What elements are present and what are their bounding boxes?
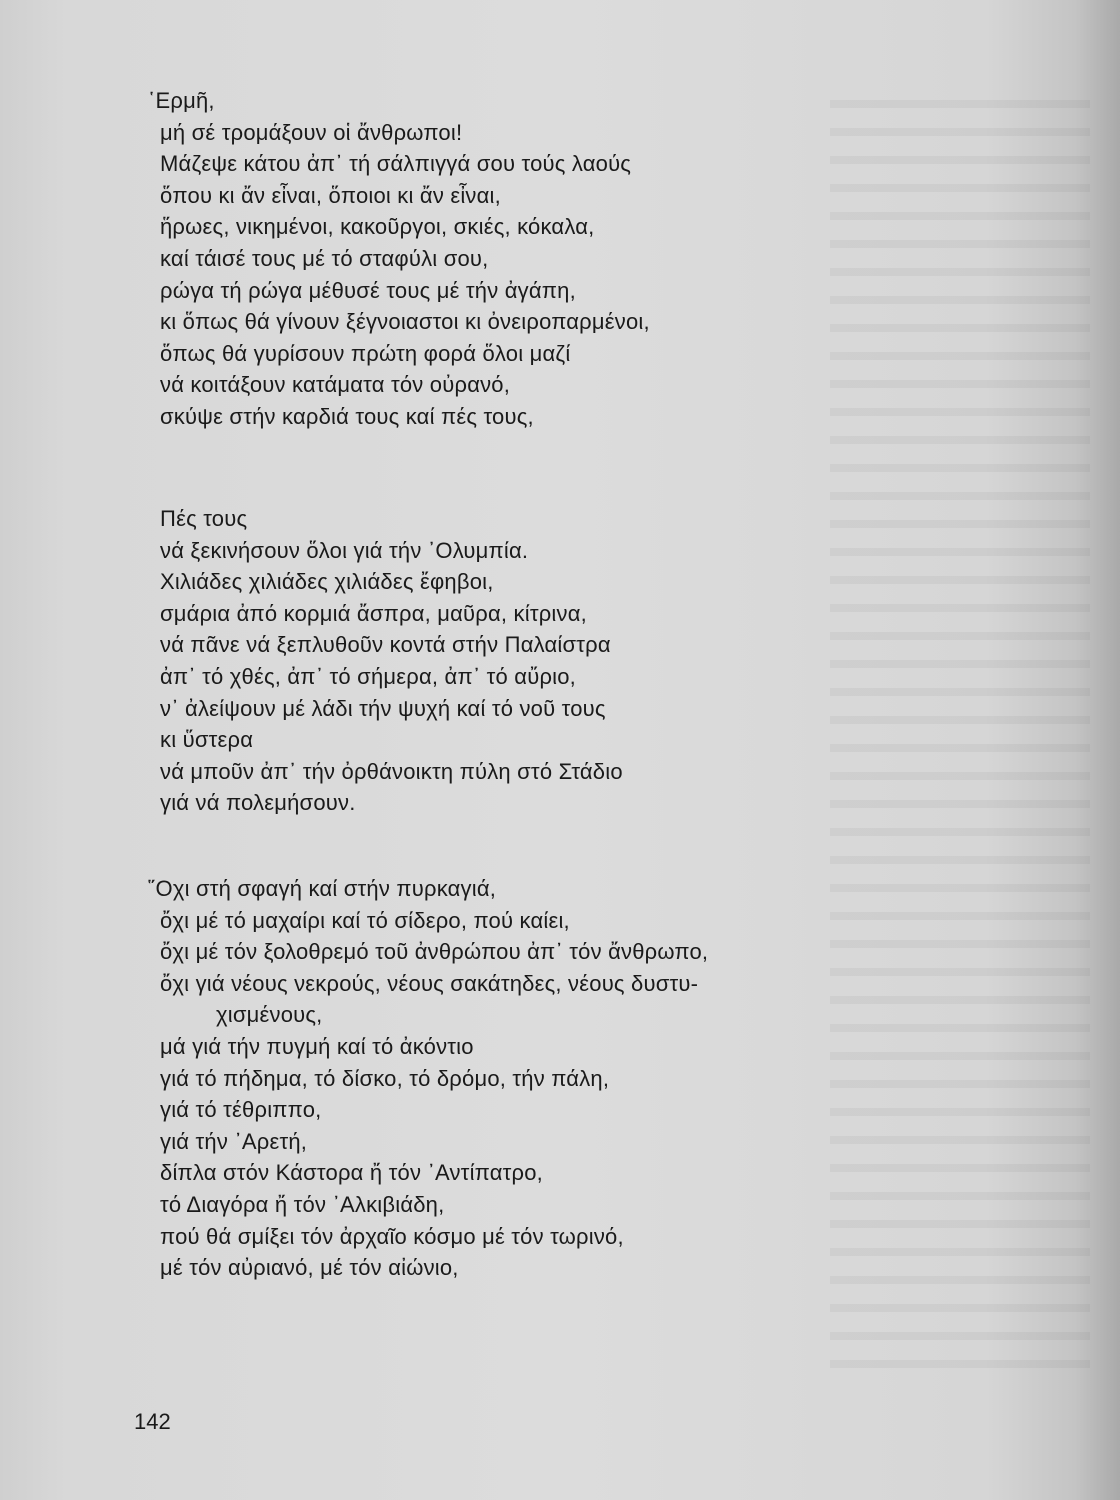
poem-line: ὄχι μέ τό μαχαίρι καί τό σίδερο, πού καίει, bbox=[160, 907, 570, 933]
poem-line: χισμένους, bbox=[216, 1002, 323, 1028]
poem-line: ὅπου κι ἄν εἶναι, ὅποιοι κι ἄν εἶναι, bbox=[160, 182, 501, 208]
poem-line: νά πᾶνε νά ξεπλυθοῦν κοντά στήν Παλαίστρα bbox=[160, 632, 611, 658]
poem-line: Πές τους bbox=[160, 506, 248, 531]
poem-line: ρώγα τή ρώγα μέθυσέ τους μέ τήν ἀγάπη, bbox=[160, 277, 576, 303]
poem-stanza bbox=[160, 503, 623, 819]
poem-line: μέ τόν αὐριανό, μέ τόν αἰώνιο, bbox=[160, 1255, 459, 1281]
poem-line: γιά τό τέθριππο, bbox=[160, 1097, 322, 1123]
show-through-text bbox=[830, 80, 1090, 1380]
poem-line: ὄχι γιά νέους νεκρούς, νέους σακάτηδες, νέους δυστυ- bbox=[160, 970, 699, 996]
poem-line: μά γιά τήν πυγμή καί τό ἀκόντιο bbox=[160, 1033, 474, 1059]
poem-line: κι ὕστερα bbox=[160, 727, 254, 753]
poem-line: μή σέ τρομάξουν οἱ ἄνθρωποι! bbox=[160, 119, 463, 145]
page-number: 142 bbox=[134, 1409, 171, 1434]
poem-line: κι ὅπως θά γίνουν ξέγνοιαστοι κι ὀνειροπαρμένοι, bbox=[160, 309, 650, 335]
poem-line: ὄχι μέ τόν ξολοθρεμό τοῦ ἀνθρώπου ἀπ᾽ τόν ἄνθρωπο, bbox=[160, 939, 709, 965]
poem-line: σμάρια ἀπό κορμιά ἄσπρα, μαῦρα, κίτρινα, bbox=[160, 600, 587, 626]
poem-line: γιά τό πήδημα, τό δίσκο, τό δρόμο, τήν πάλη, bbox=[160, 1065, 610, 1091]
poem-line: δίπλα στόν Κάστορα ἤ τόν ᾿Αντίπατρο, bbox=[160, 1160, 543, 1186]
poem-line: Χιλιάδες χιλιάδες χιλιάδες ἔφηβοι, bbox=[160, 569, 494, 595]
poem-line: σκύψε στήν καρδιά τους καί πές τους, bbox=[160, 403, 534, 429]
poem-line: τό Διαγόρα ἤ τόν ᾿Αλκιβιάδη, bbox=[160, 1191, 445, 1217]
poem-line: νά μποῦν ἀπ᾽ τήν ὀρθάνοικτη πύλη στό Στάδιο bbox=[160, 758, 623, 784]
poem-stanza bbox=[148, 85, 650, 433]
poem-line: Μάζεψε κάτου ἀπ᾽ τή σάλπιγγά σου τούς λαούς bbox=[160, 151, 632, 177]
poem-line: νά ξεκινήσουν ὅλοι γιά τήν ᾿Ολυμπία. bbox=[160, 537, 529, 563]
poem-line: γιά τήν ᾿Αρετή, bbox=[160, 1128, 308, 1154]
poem-line: καί τάισέ τους μέ τό σταφύλι σου, bbox=[160, 245, 489, 271]
poem-line: ὅπως θά γυρίσουν πρώτη φορά ὅλοι μαζί bbox=[160, 340, 571, 366]
poem-line: ν᾽ ἀλείψουν μέ λάδι τήν ψυχή καί τό νοῦ τους bbox=[160, 695, 606, 721]
poem-line: ῾Ερμῆ, bbox=[148, 88, 215, 113]
poem-line: γιά νά πολεμήσουν. bbox=[160, 790, 356, 816]
poem-stanza bbox=[148, 873, 709, 1284]
poem-line: ἥρωες, νικημένοι, κακοῦργοι, σκιές, κόκαλα, bbox=[160, 214, 595, 240]
poem-line: ἀπ᾽ τό χθές, ἀπ᾽ τό σήμερα, ἀπ᾽ τό αὔριο, bbox=[160, 663, 576, 689]
poem-line: πού θά σμίξει τόν ἀρχαῖο κόσμο μέ τόν τωρινό, bbox=[160, 1223, 624, 1249]
poem-line: νά κοιτάξουν κατάματα τόν οὐρανό, bbox=[160, 372, 511, 398]
poem-line: ῞Οχι στή σφαγή καί στήν πυρκαγιά, bbox=[148, 876, 497, 901]
